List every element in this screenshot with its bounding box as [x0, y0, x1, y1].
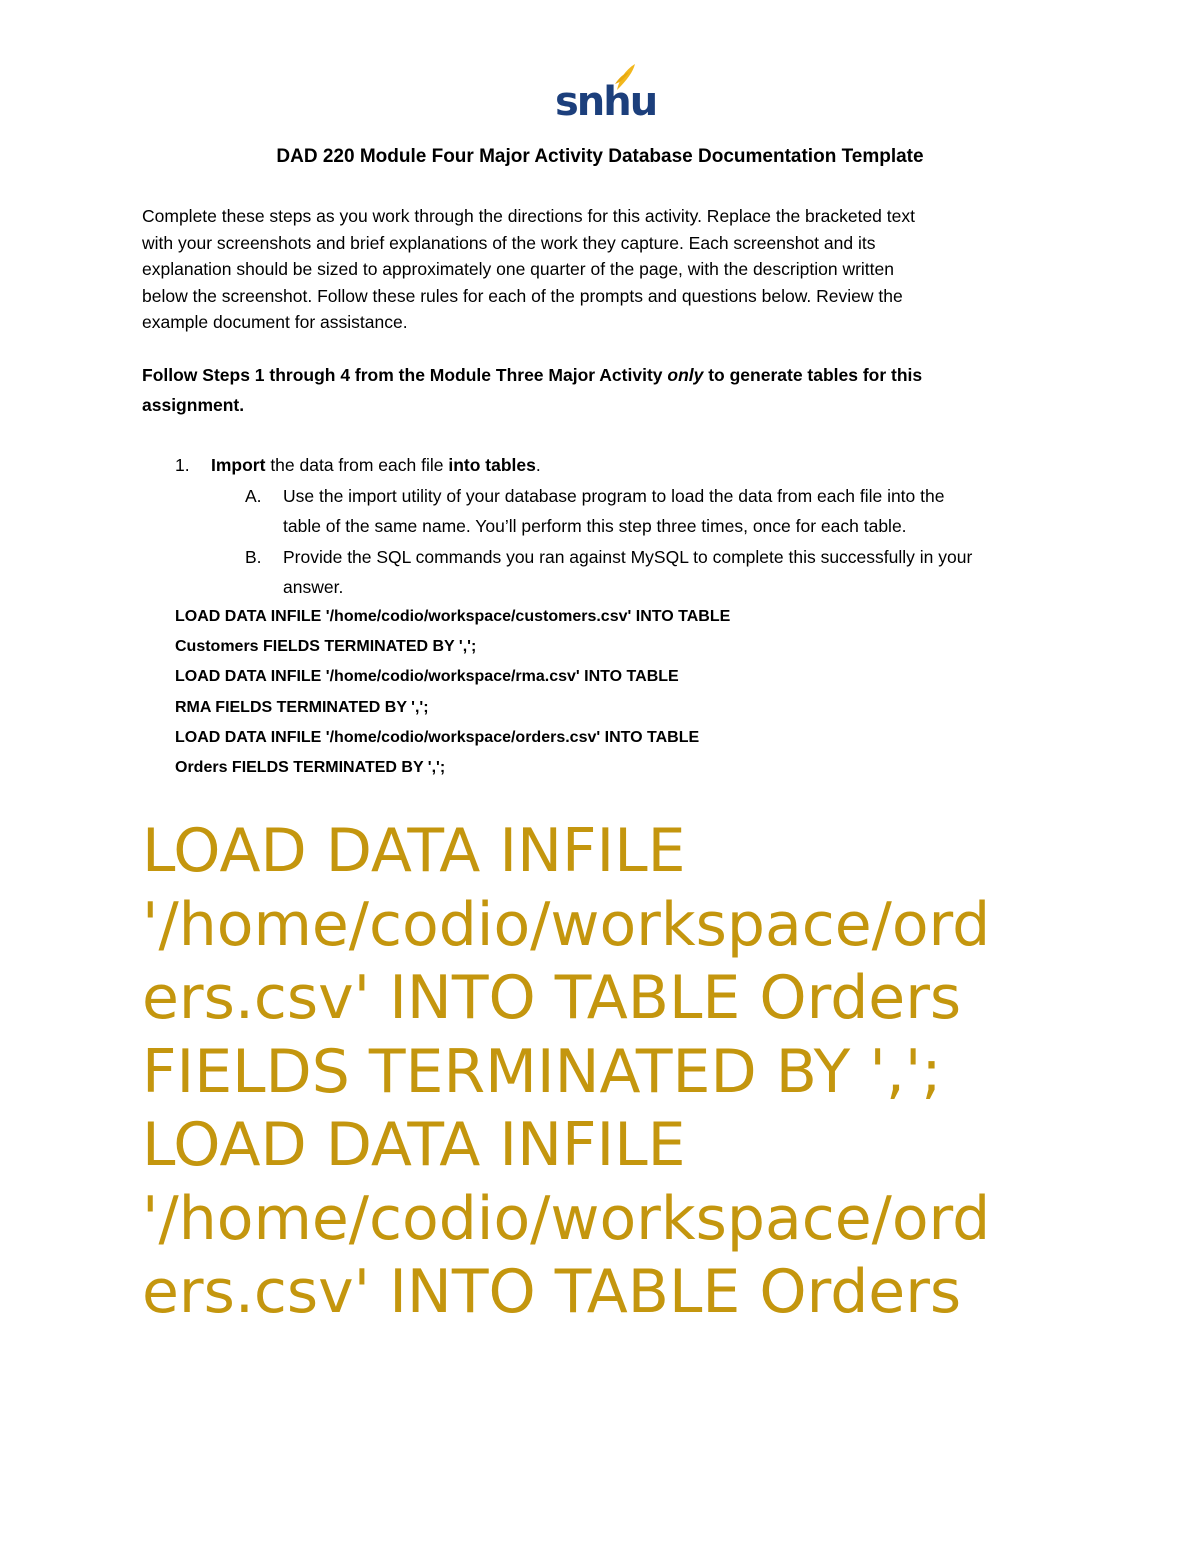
sql-line: Orders FIELDS TERMINATED BY ',';: [175, 759, 446, 777]
sub-item-line: Provide the SQL commands you ran against MySQL to complete this successfully in your: [283, 547, 973, 567]
sql-commands: [175, 602, 1055, 783]
sql-line: LOAD DATA INFILE '/home/codio/workspace/orders.csv' INTO TABLE: [175, 728, 700, 746]
large-sql-line: ers.csv' INTO TABLE Orders: [142, 963, 962, 1033]
list-number: 1.: [175, 455, 190, 475]
sub-item-line: table of the same name. You’ll perform this step three times, once for each table.: [283, 516, 907, 536]
intro-line: below the screenshot. Follow these rules for each of the prompts and questions below. Review the: [142, 285, 903, 306]
item-text: the data from each file: [265, 455, 449, 475]
large-sql-line: '/home/codio/workspace/ord: [142, 1183, 991, 1254]
sub-item-line: Use the import utility of your database program to load the data from each file into the: [283, 486, 945, 506]
large-sql-line: ers.csv' INTO TABLE Orders: [142, 1257, 962, 1327]
item-text-end: .: [535, 455, 541, 475]
document-title: DAD 220 Module Four Major Activity Database Documentation Template: [276, 146, 924, 167]
follow-steps-line2: assignment.: [142, 395, 245, 415]
large-sql-line: '/home/codio/workspace/ord: [142, 889, 991, 960]
sql-line: LOAD DATA INFILE '/home/codio/workspace/rma.csv' INTO TABLE: [175, 668, 679, 686]
large-sql-line: FIELDS TERMINATED BY ',';: [142, 1036, 942, 1107]
list-item-1: [175, 452, 1055, 478]
sub-item-letter: A.: [245, 486, 262, 506]
item-keyword: Import: [211, 455, 266, 475]
snhu-logo: [555, 62, 657, 125]
sql-line: Customers FIELDS TERMINATED BY ',';: [175, 638, 477, 656]
sub-item-letter: B.: [245, 547, 262, 567]
intro-line: with your screenshots and brief explanations of the work they capture. Each screenshot and its: [142, 232, 876, 253]
follow-steps-emphasis: only: [667, 365, 704, 385]
intro-line: explanation should be sized to approximately one quarter of the page, with the description written: [142, 259, 894, 279]
logo-wordmark: snhu: [555, 79, 657, 125]
sub-item-line: answer.: [283, 577, 344, 597]
follow-steps-text: Follow Steps 1 through 4 from the Module Three Major Activity: [142, 365, 668, 385]
large-sql-text: [142, 815, 1142, 1330]
sql-line: LOAD DATA INFILE '/home/codio/workspace/customers.csv' INTO TABLE: [175, 608, 731, 625]
item-keyword-2: into tables: [448, 455, 536, 475]
large-sql-line: LOAD DATA INFILE: [142, 1110, 686, 1180]
intro-paragraph: [142, 203, 1062, 336]
follow-steps-text-end: to generate tables for this: [703, 365, 923, 385]
sub-item-a: [245, 481, 1055, 541]
large-sql-line: LOAD DATA INFILE: [142, 816, 686, 886]
follow-steps-instruction: [142, 360, 1062, 420]
sql-line: RMA FIELDS TERMINATED BY ',';: [175, 698, 429, 716]
sub-item-b: [245, 542, 1055, 602]
intro-line: Complete these steps as you work through the directions for this activity. Replace the bracketed text: [142, 206, 915, 226]
intro-line: example document for assistance.: [142, 312, 408, 332]
